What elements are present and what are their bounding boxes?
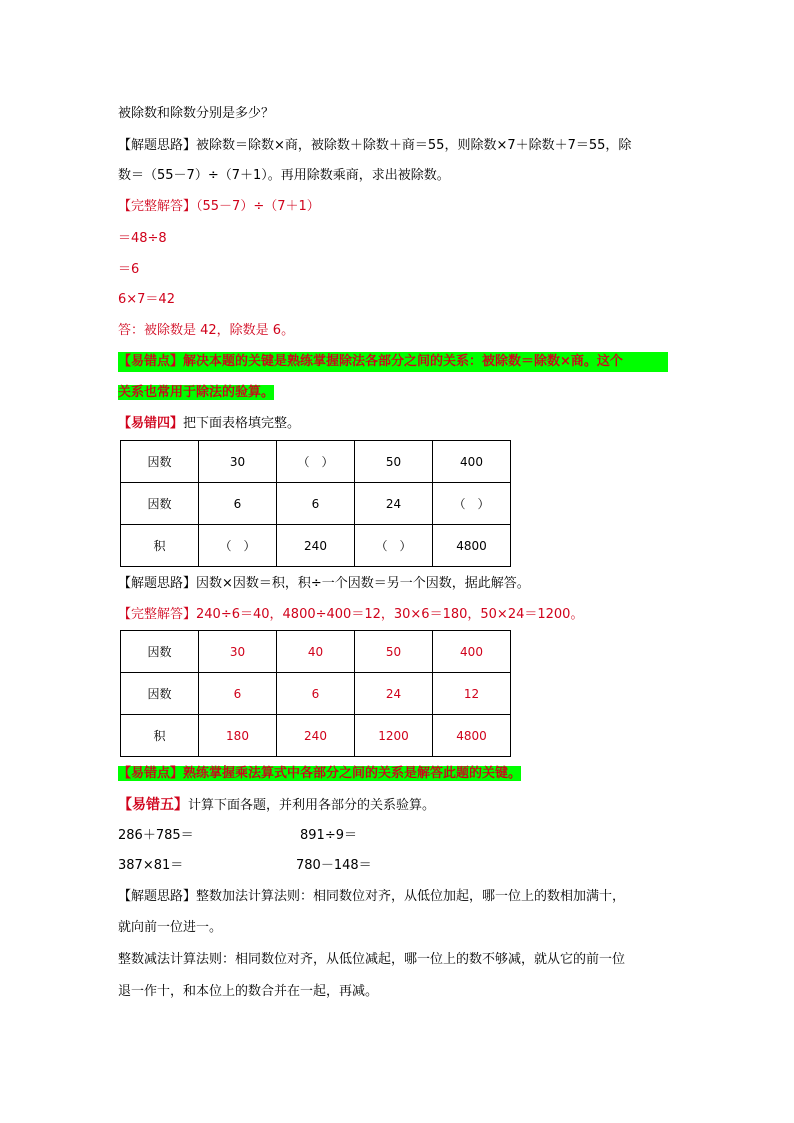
- table-cell: 30: [199, 441, 277, 483]
- table-cell: 1200: [355, 715, 433, 757]
- table-cell: 24: [355, 673, 433, 715]
- answer-tag: 【完整解答】: [118, 199, 197, 214]
- calc-problem-1: 286＋785＝: [118, 828, 194, 843]
- table-cell: 180: [199, 715, 277, 757]
- table-cell: 50: [355, 631, 433, 673]
- table-row: [121, 483, 511, 525]
- calc-problem-4: 780－148＝: [296, 858, 372, 873]
- answer-1: [118, 197, 320, 217]
- table-cell: 400: [433, 631, 511, 673]
- easy-mistake-1-b: [118, 383, 274, 403]
- table-cell: 12: [433, 673, 511, 715]
- error-4-heading: [118, 414, 300, 434]
- answer-tag: 【完整解答】: [118, 607, 197, 622]
- table-cell: 50: [355, 441, 433, 483]
- answer-2: [118, 605, 583, 625]
- easy-mistake-1-line-b: 关系也常用于除法的验算。: [118, 385, 275, 400]
- thinking-paragraph-1: [118, 136, 631, 156]
- answer-text: 240÷6＝40，4800÷400＝12，30×6＝180，50×24＝1200。: [196, 607, 584, 622]
- table-cell: 240: [277, 525, 355, 567]
- table-row-header: 积: [121, 525, 199, 567]
- thinking-text: 被除数＝除数×商，被除数＋除数＋商＝55，则除数×7＋除数＋7＝55，除: [196, 138, 632, 153]
- thinking-paragraph-3-sub-cont: 退一作十，和本位上的数合并在一起，再减。: [118, 984, 379, 999]
- table-row: [121, 525, 511, 567]
- answer-final: 答：被除数是 42，除数是 6。: [118, 323, 295, 338]
- thinking-paragraph-2: [118, 574, 530, 594]
- error-5-tag: 【易错五】: [118, 797, 188, 813]
- thinking-paragraph-1-cont: 数＝（55－7）÷（7＋1）。再用除数乘商，求出被除数。: [118, 168, 450, 183]
- thinking-tag: 【解题思路】: [118, 576, 197, 591]
- table-cell: 4800: [433, 715, 511, 757]
- thinking-paragraph-3: [118, 887, 625, 907]
- easy-mistake-2-text: 【易错点】熟练掌握乘法算式中各部分之间的关系是解答此题的关键。: [118, 766, 522, 781]
- table-cell: 6: [199, 673, 277, 715]
- table-row: [121, 441, 511, 483]
- easy-mistake-2: [118, 764, 521, 784]
- answer-expression: （55－7）÷（7＋1）: [196, 199, 320, 214]
- question-tail: 被除数和除数分别是多少？: [118, 106, 275, 121]
- table-cell: 40: [277, 631, 355, 673]
- calc-problem-3: 387×81＝: [118, 858, 184, 873]
- table-cell: 6: [199, 483, 277, 525]
- factor-table-filled: [120, 630, 511, 757]
- table-cell: 4800: [433, 525, 511, 567]
- table-cell: （ ）: [199, 525, 277, 567]
- error-4-tag: 【易错四】: [118, 416, 184, 431]
- error-5-text: 计算下面各题，并利用各部分的关系验算。: [188, 798, 436, 813]
- easy-mistake-1-line-a: 【易错点】解决本题的关键是熟练掌握除法各部分之间的关系：被除数＝除数×商。这个: [118, 352, 668, 372]
- answer-step-1: ＝48÷8: [118, 231, 167, 246]
- thinking-text: 整数加法计算法则：相同数位对齐，从低位加起，哪一位上的数相加满十，: [196, 889, 626, 904]
- error-5-heading: [118, 795, 435, 816]
- factor-table-blank: [120, 440, 511, 567]
- table-row: [121, 715, 511, 757]
- table-row-header: 因数: [121, 673, 199, 715]
- table-cell: 24: [355, 483, 433, 525]
- table-cell: （ ）: [277, 441, 355, 483]
- table-row: [121, 673, 511, 715]
- table-cell: 6: [277, 673, 355, 715]
- thinking-tag: 【解题思路】: [118, 889, 197, 904]
- table-row-header: 因数: [121, 483, 199, 525]
- table-cell: （ ）: [355, 525, 433, 567]
- answer-step-2: ＝6: [118, 262, 140, 277]
- table-row-header: 积: [121, 715, 199, 757]
- easy-mistake-1: [118, 352, 668, 372]
- table-cell: （ ）: [433, 483, 511, 525]
- thinking-text: 因数×因数＝积，积÷一个因数＝另一个因数，据此解答。: [196, 576, 530, 591]
- table-row: [121, 631, 511, 673]
- thinking-paragraph-3-sub: 整数减法计算法则：相同数位对齐，从低位减起，哪一位上的数不够减，就从它的前一位: [118, 952, 626, 967]
- table-cell: 6: [277, 483, 355, 525]
- calc-problem-2: 891÷9＝: [300, 828, 357, 843]
- table-cell: 240: [277, 715, 355, 757]
- table-cell: 400: [433, 441, 511, 483]
- error-4-text: 把下面表格填完整。: [183, 416, 301, 431]
- table-row-header: 因数: [121, 631, 199, 673]
- thinking-tag: 【解题思路】: [118, 138, 197, 153]
- answer-step-3: 6×7＝42: [118, 292, 175, 307]
- table-cell: 30: [199, 631, 277, 673]
- thinking-paragraph-3-cont: 就向前一位进一。: [118, 920, 223, 935]
- table-row-header: 因数: [121, 441, 199, 483]
